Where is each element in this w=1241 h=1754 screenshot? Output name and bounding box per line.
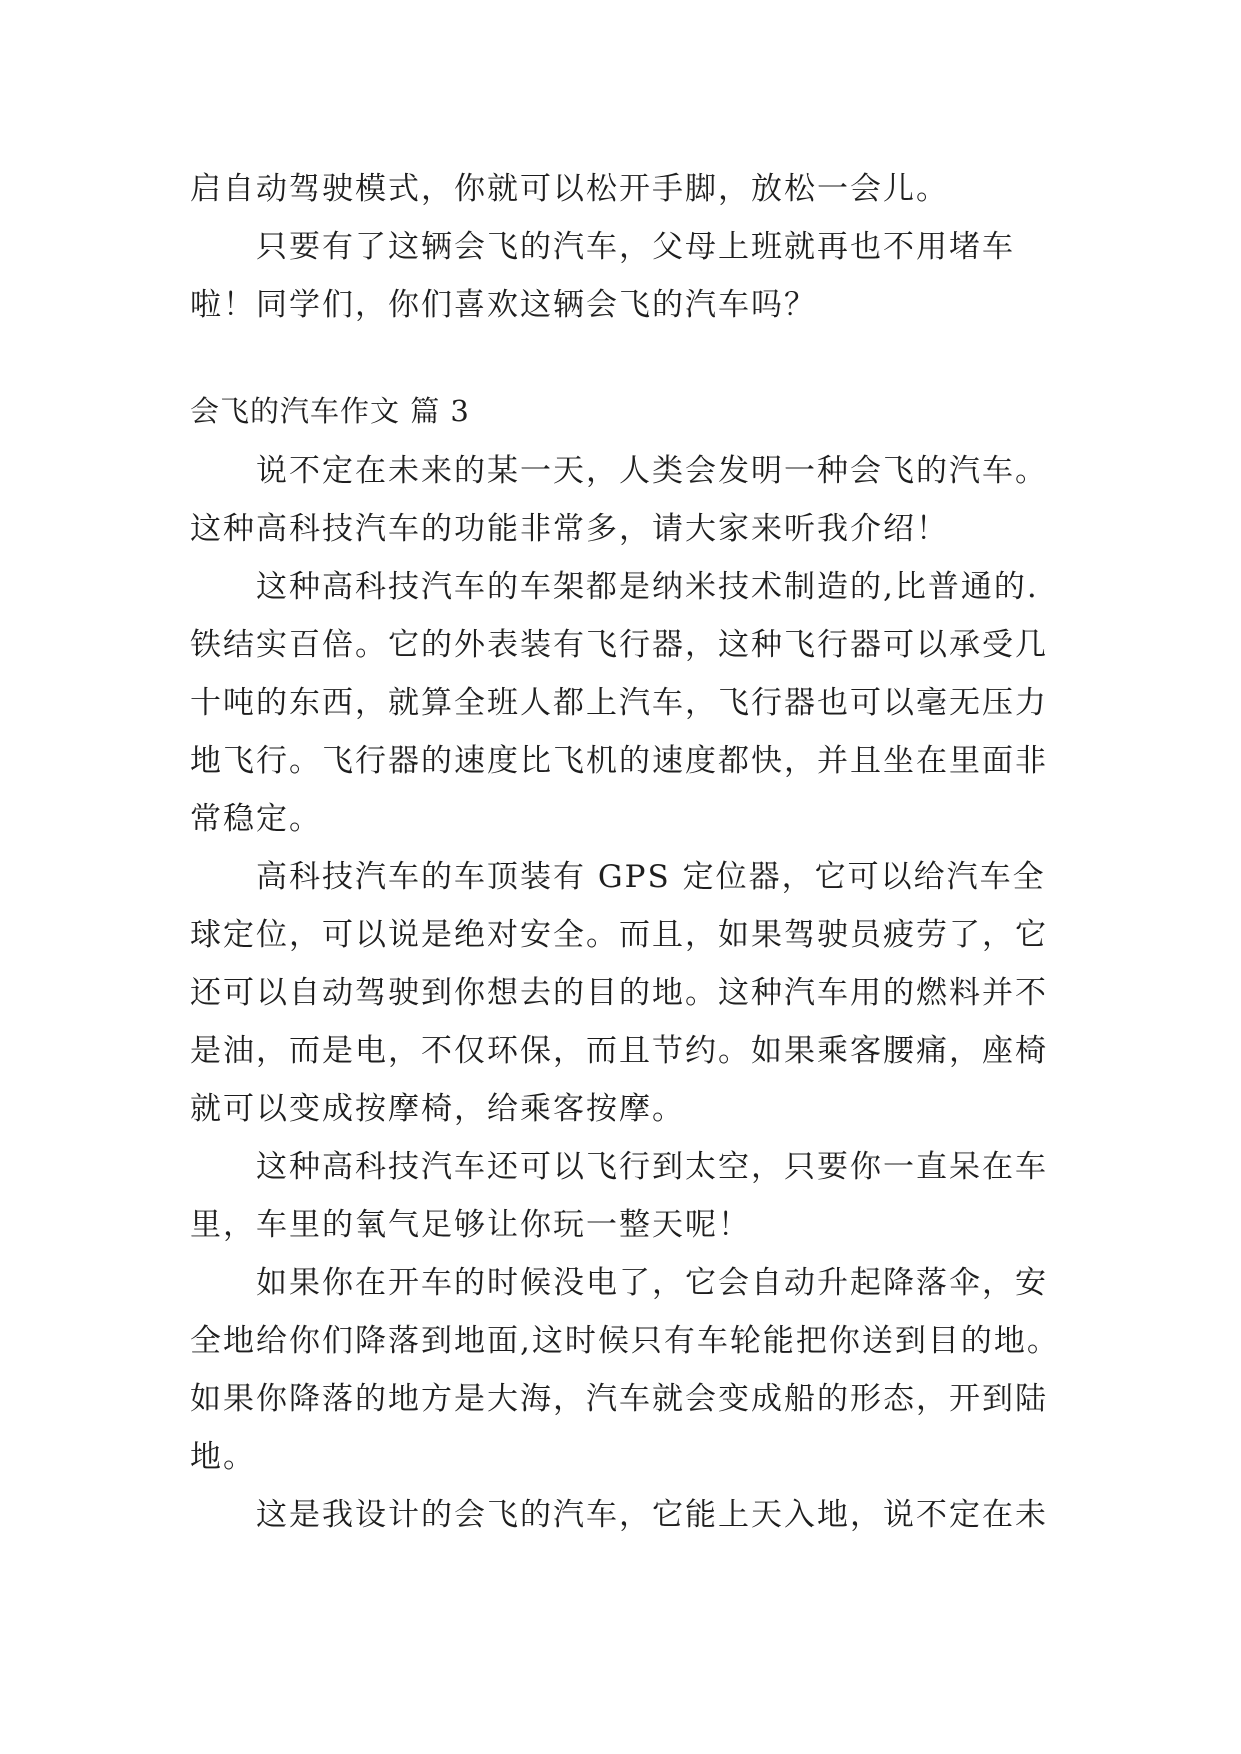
paragraph-continued-1: 启自动驾驶模式，你就可以松开手脚，放松一会儿。 <box>190 171 949 207</box>
paragraph-landing: 如果你在开车的时候没电了，它会自动升起降落伞，安全地给你们降落到地面,这时候只有车轮能把你送到目的地。如果你降落的地方是大海，汽车就会变成船的形态，开到陆地。 <box>190 1265 1060 1475</box>
paragraph-space: 这种高科技汽车还可以飞行到太空，只要你一直呆在车里，车里的氧气足够让你玩一整天呢！ <box>190 1149 1048 1243</box>
section-heading: 会飞的汽车作文 篇 3 <box>190 394 470 428</box>
paragraph-conclusion: 这是我设计的会飞的汽车，它能上天入地，说不定在未 <box>256 1497 1048 1533</box>
paragraph-frame: 这种高科技汽车的车架都是纳米技术制造的,比普通的.铁结实百倍。它的外表装有飞行器，这种飞行器可以承受几十吨的东西，就算全班人都上汽车，飞行器也可以毫无压力地飞行。飞行器的速度比飞机的速度都快，并且坐在里面非常稳定。 <box>190 569 1048 837</box>
paragraph-intro: 说不定在未来的某一天，人类会发明一种会飞的汽车。这种高科技汽车的功能非常多，请大家来听我介绍！ <box>190 453 1048 547</box>
paragraph-gps: 高科技汽车的车顶装有 GPS 定位器，它可以给汽车全球定位，可以说是绝对安全。而且，如果驾驶员疲劳了，它还可以自动驾驶到你想去的目的地。这种汽车用的燃料并不是油，而是电，不仅环保，而且节约。如果乘客腰痛，座椅就可以变成按摩椅，给乘客按摩。 <box>190 859 1048 1127</box>
paragraph-continued-2: 只要有了这辆会飞的汽车，父母上班就再也不用堵车啦！同学们，你们喜欢这辆会飞的汽车吗？ <box>190 229 1015 323</box>
document-body <box>190 160 1070 1544</box>
